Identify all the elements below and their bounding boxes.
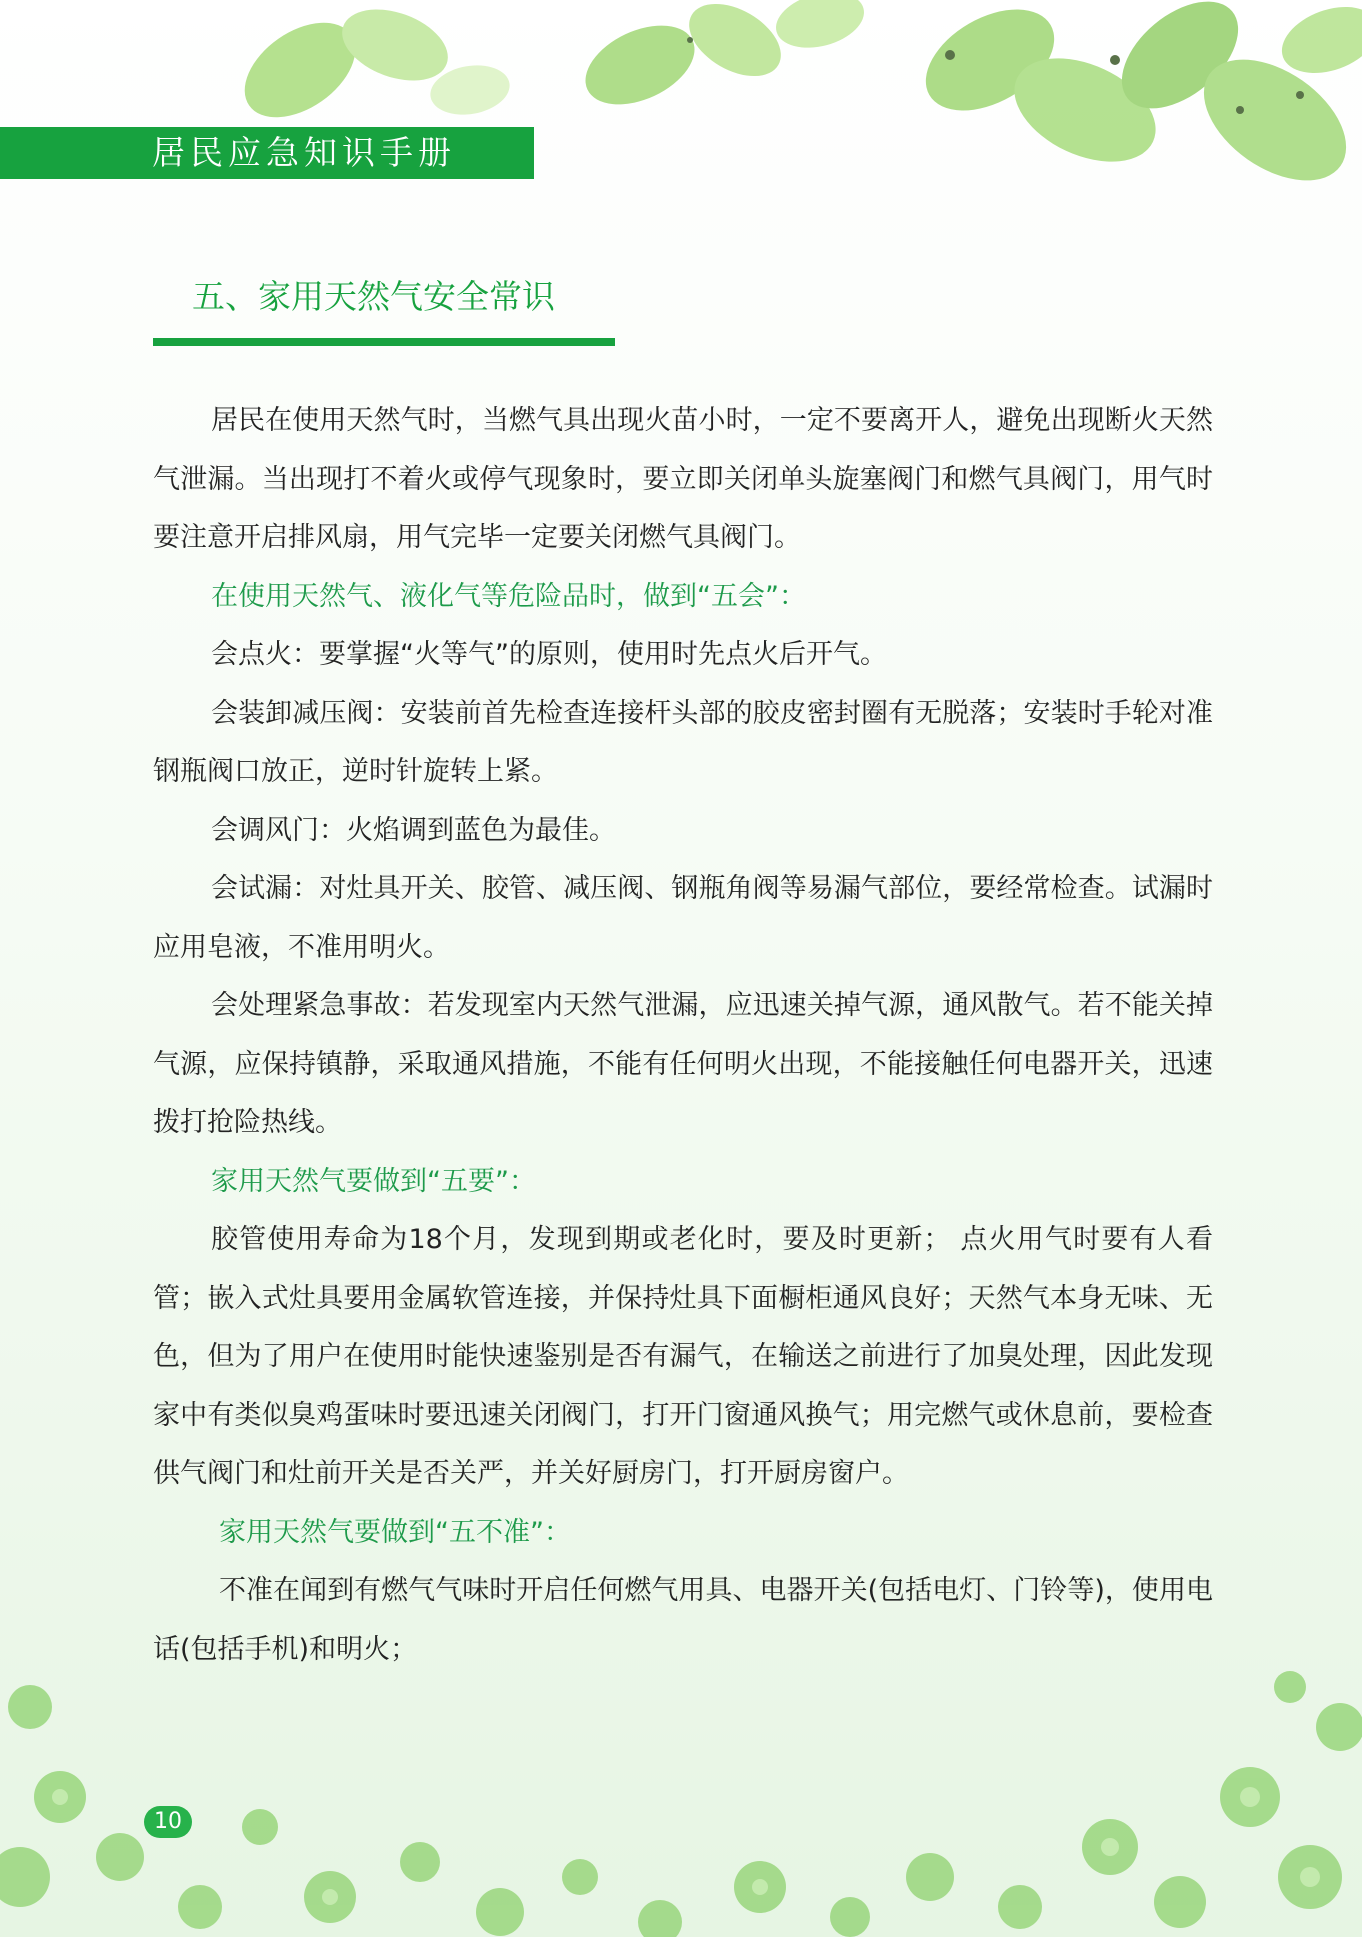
subheading-five-prohibitions: 家用天然气要做到“五不准”： xyxy=(219,1516,571,1548)
paragraph-ignition: 会点火：要掌握“火等气”的原则，使用时先点火后开气。 xyxy=(211,639,887,670)
top-leaf-decoration xyxy=(0,0,1362,230)
paragraph-leak-test: 会试漏：对灶具开关、胶管、减压阀、钢瓶角阀等易漏气部位，要经常检查。试漏时应用皂液，不准用明火。 xyxy=(153,873,1213,963)
book-title-banner xyxy=(0,127,534,179)
subheading-five-skills: 在使用天然气、液化气等危险品时，做到“五会”： xyxy=(211,580,806,612)
subheading-five-musts: 家用天然气要做到“五要”： xyxy=(211,1165,536,1197)
book-title: 居民应急知识手册 xyxy=(152,133,456,172)
paragraph-emergency: 会处理紧急事故：若发现室内天然气泄漏，应迅速关掉气源，通风散气。若不能关掉气源，应保持镇静，采取通风措施，不能有任何明火出现，不能接触任何电器开关，迅速拨打抢险热线。 xyxy=(153,990,1213,1138)
body-text xyxy=(153,392,1213,1679)
section-title-underline xyxy=(153,338,615,346)
page-number: 10 xyxy=(144,1806,192,1838)
paragraph-air-damper: 会调风门：火焰调到蓝色为最佳。 xyxy=(211,814,616,846)
section-title: 五、家用天然气安全常识 xyxy=(192,277,555,316)
bottom-flower-decoration xyxy=(0,1647,1362,1937)
paragraph-pressure-valve: 会装卸减压阀：安装前首先检查连接杆头部的胶皮密封圈有无脱落；安装时手轮对准钢瓶阀口放正，逆时针旋转上紧。 xyxy=(153,697,1213,787)
paragraph-intro: 居民在使用天然气时，当燃气具出现火苗小时，一定不要离开人，避免出现断火天然气泄漏。当出现打不着火或停气现象时，要立即关闭单头旋塞阀门和燃气具阀门，用气时要注意开启排风扇，用气完毕一定要关闭燃气具阀门。 xyxy=(153,405,1213,553)
paragraph-five-musts: 胶管使用寿命为18个月，发现到期或老化时，要及时更新； 点火用气时要有人看管；嵌入式灶具要用金属软管连接，并保持灶具下面橱柜通风良好；天然气本身无味、无色，但为了用户在使用时能快速鉴别是否有漏气，在输送之前进行了加臭处理，因此发现家中有类似臭鸡蛋味时要迅速关闭阀门，打开门窗通风换气；用完燃气或休息前，要检查供气阀门和灶前开关是否关严，并关好厨房门，打开厨房窗户。 xyxy=(153,1224,1213,1489)
paragraph-prohibition: 不准在闻到有燃气气味时开启任何燃气用具、电器开关(包括电灯、门铃等)，使用电话(包括手机)和明火； xyxy=(153,1575,1213,1665)
